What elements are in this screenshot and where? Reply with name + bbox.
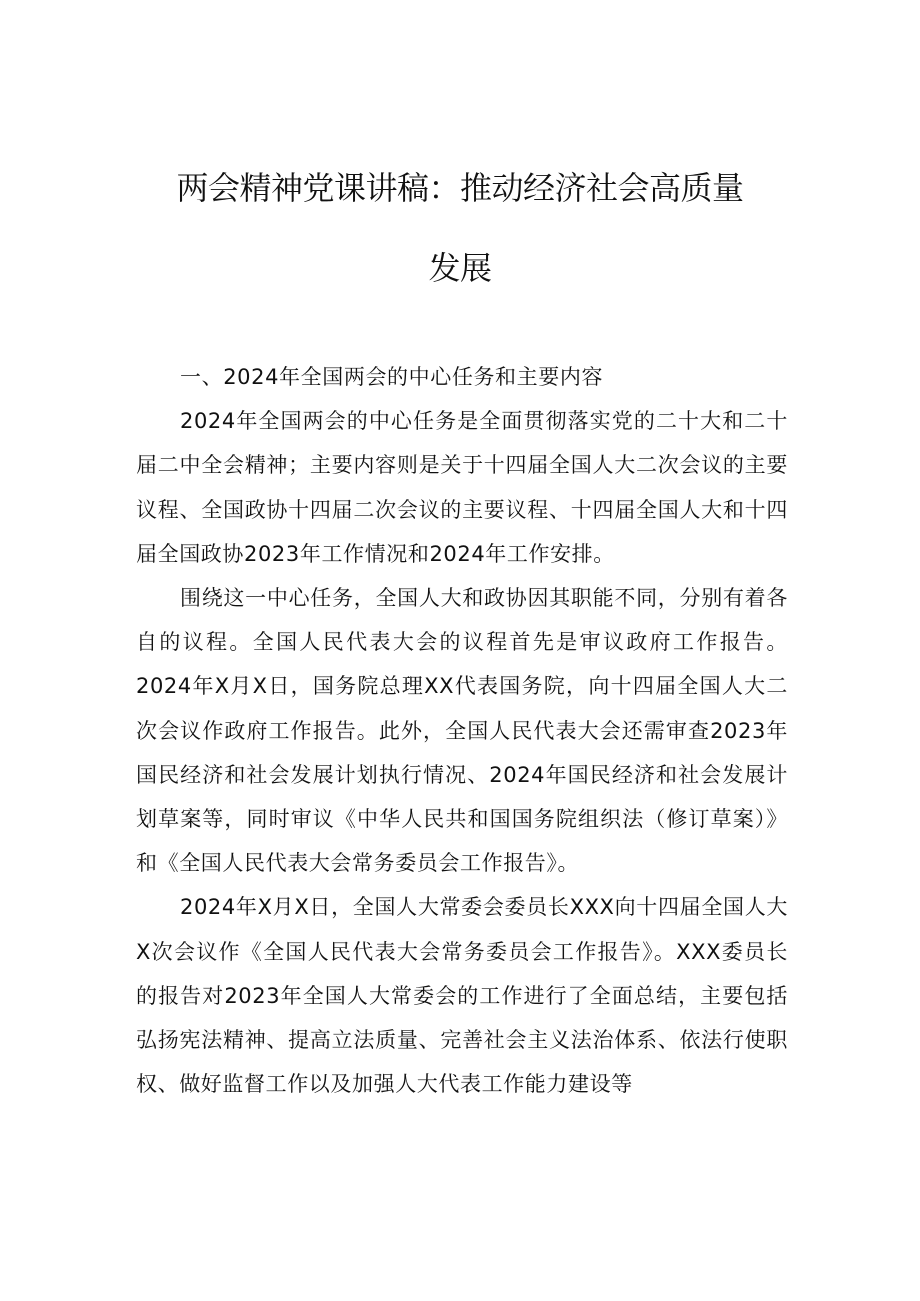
document-title-line-1: 两会精神党课讲稿：推动经济社会高质量 <box>176 169 744 207</box>
section-heading: 一、2024年全国两会的中心任务和主要内容 <box>180 365 604 389</box>
document-body <box>136 355 788 1106</box>
paragraph: 2024年全国两会的中心任务是全面贯彻落实党的二十大和二十届二中全会精神；主要内容则是关于十四届全国人大二次会议的主要议程、全国政协十四届二次会议的主要议程、十四届全国人大和十四届全国政协2023年工作情况和2024年工作安排。 <box>136 409 788 566</box>
paragraph: 围绕这一中心任务，全国人大和政协因其职能不同，分别有着各自的议程。全国人民代表大会的议程首先是审议政府工作报告。2024年X月X日，国务院总理XX代表国务院，向十四届全国人大二次会议作政府工作报告。此外，全国人民代表大会还需审查2023年国民经济和社会发展计划执行情况、2024年国民经济和社会发展计划草案等，同时审议《中华人民共和国国务院组织法（修订草案）》和《全国人民代表大会常务委员会工作报告》。 <box>136 586 788 876</box>
document-title-line-2: 发展 <box>428 249 492 287</box>
paragraph: 2024年X月X日，全国人大常委会委员长XXX向十四届全国人大X次会议作《全国人民代表大会常务委员会工作报告》。XXX委员长的报告对2023年全国人大常委会的工作进行了全面总结，主要包括弘扬宪法精神、提高立法质量、完善社会主义法治体系、依法行使职权、做好监督工作以及加强人大代表工作能力建设等 <box>136 895 788 1097</box>
